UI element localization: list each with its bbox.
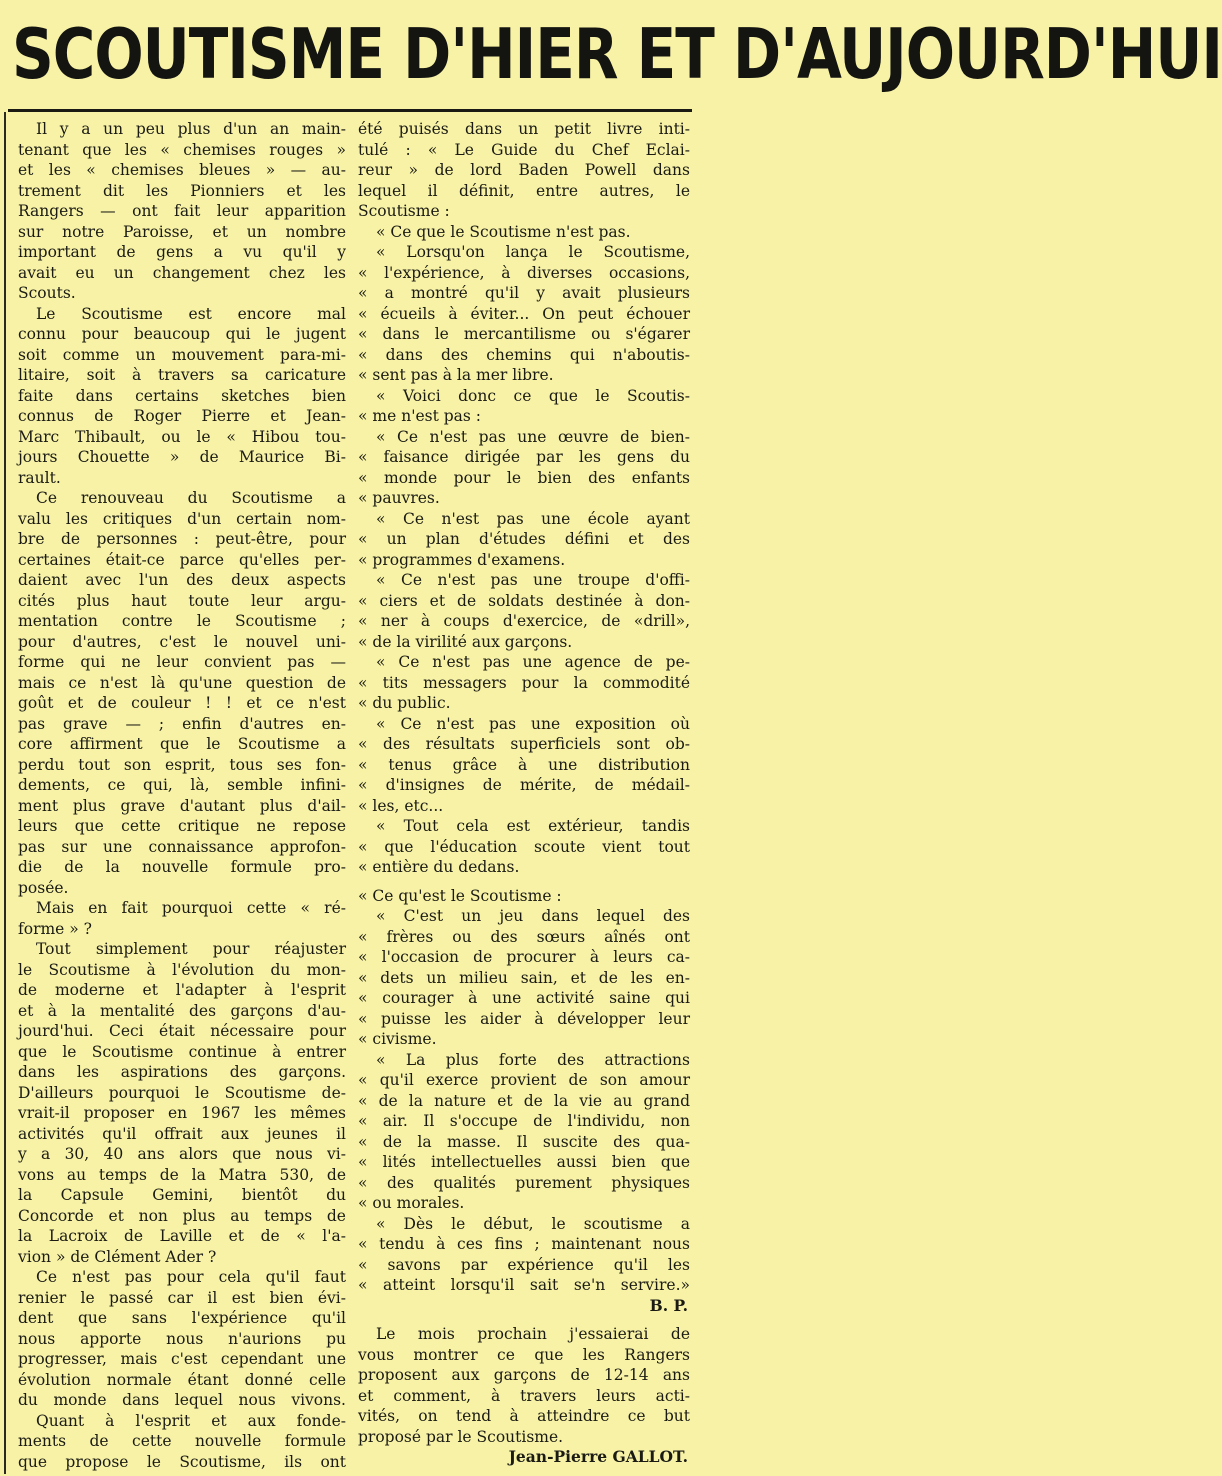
text-line: Scoutisme : [358,202,450,220]
text-line: le Scoutisme à l'évolution du mon- [18,960,346,979]
text-line: la Capsule Gemini, bientôt du [18,1186,346,1204]
text-line: mentation contre le Scoutisme ; [18,612,346,630]
text-line: connu pour beaucoup qui le jugent [18,325,346,343]
title-rule [8,109,692,112]
text-line: « de la nature et de la vie au grand [358,1091,690,1110]
text-line: « dets un milieu sain, et de les en- [358,968,690,987]
text-line: « les, etc... [358,796,444,815]
text-line: Ce renouveau du Scoutisme a [36,489,346,507]
text-line: soit comme un mouvement para-mi- [18,345,346,364]
text-line: dent que sans l'expérience qu'il [18,1309,346,1327]
text-line: « a montré qu'il y avait plusieurs [358,284,690,302]
text-line: Tout simplement pour réajuster [36,940,346,958]
text-line: la Lacroix de Laville et de « l'a- [18,1227,346,1245]
text-line: « ner à coups d'exercice, de «drill», [358,612,690,630]
text-line: et comment, à travers leurs acti- [358,1386,690,1405]
text-line: Marc Thibault, ou le « Hibou tou- [18,427,346,446]
text-line: « me n'est pas : [358,407,482,425]
text-line: pas sur une connaissance approfon- [18,837,346,856]
text-line: « Ce n'est pas une exposition où [376,714,690,733]
text-line: progresser, mais c'est cependant une [18,1350,346,1368]
text-line: connus de Roger Pierre et Jean- [18,407,346,425]
text-line: vités, on tend à atteindre ce but [358,1407,690,1425]
text-line: mais ce n'est là qu'une question de [18,673,346,692]
text-line: « l'occasion de procurer à leurs ca- [358,948,690,966]
text-line: « monde pour le bien des enfants [358,468,690,487]
text-line: « Tout cela est extérieur, tandis [376,817,690,835]
text-line: « courager à une activité saine qui [358,989,690,1007]
text-line: « tits messagers pour la commodité [358,673,690,692]
right-column [358,119,690,1468]
text-line: vion » de Clément Ader ? [18,1247,217,1266]
text-line: renier le passé car il est bien évi- [18,1288,346,1307]
text-line: « dans le mercantilisme ou s'égarer [358,325,690,343]
text-line: « Ce n'est pas une troupe d'offi- [376,571,690,589]
text-line: « La plus forte des attractions [376,1050,690,1069]
text-line: jourd'hui. Ceci était nécessaire pour [18,1022,346,1040]
text-line: valu les critiques d'un certain nom- [18,509,346,528]
text-line: D'ailleurs pourquoi le Scoutisme de- [18,1083,346,1102]
text-line: die de la nouvelle formule pro- [18,858,346,876]
text-line: lequel il définit, entre autres, le [358,181,690,200]
text-line: reur » de lord Baden Powell dans [358,161,690,179]
text-line: tulé : « Le Guide du Chef Eclai- [358,140,690,159]
text-line: leurs que cette critique ne repose [18,817,346,835]
text-line: Ce n'est pas pour cela qu'il faut [36,1268,346,1286]
text-line: du monde dans lequel nous vivons. [18,1391,346,1409]
text-line: « ciers et de soldats destinée à don- [358,591,690,610]
text-line: y a 30, 40 ans alors que nous vi- [18,1145,346,1163]
text-line: « tenus grâce à une distribution [358,755,690,774]
text-line: litaire, soit à travers sa caricature [18,366,346,384]
text-line: Rangers — ont fait leur apparition [18,202,346,220]
text-line: activités qu'il offrait aux jeunes il [18,1124,346,1143]
text-line: « de la virilité aux garçons. [358,632,573,651]
text-line: dans les aspirations des garçons. [18,1063,346,1081]
text-line: Quant à l'esprit et aux fonde- [36,1411,346,1430]
text-line: vons au temps de la Matra 530, de [18,1165,346,1184]
text-line: cités plus haut toute leur argu- [18,591,346,610]
text-line: « Ce n'est pas une agence de pe- [376,653,690,671]
text-line: posée. [18,878,69,897]
text-line: forme » ? [18,919,92,938]
text-line: ments de cette nouvelle formule [18,1432,346,1450]
text-line: de moderne et l'adapter à l'esprit [18,981,346,999]
text-line: faite dans certains sketches bien [18,386,346,405]
text-line: forme qui ne leur convient pas — [18,653,346,671]
text-line: avait eu un changement chez les [18,263,346,282]
text-line: « lités intellectuelles aussi bien que [358,1153,690,1171]
text-line: « que l'éducation scoute vient tout [358,837,690,856]
text-line: « Dès le début, le scoutisme a [376,1214,690,1233]
paragraph-gap [358,878,690,886]
text-line: « Ce n'est pas une école ayant [376,509,690,528]
text-line: « civisme. [358,1030,437,1048]
text-line: « puisse les aider à développer leur [358,1009,690,1028]
text-line: trement dit les Pionniers et les [18,181,346,200]
text-line: Jean-Pierre GALLOT. [508,1447,688,1466]
text-line: « Voici donc ce que le Scoutis- [376,386,690,405]
text-line: Concorde et non plus au temps de [18,1206,346,1225]
text-line: tenant que les « chemises rouges » [18,140,346,159]
text-line: important de gens a vu qu'il y [18,243,346,261]
text-line: ment plus grave d'autant plus d'ail- [18,796,346,815]
text-line: « pauvres. [358,489,440,507]
text-line: « de la masse. Il suscite des qua- [358,1132,690,1151]
column-edge-rule [4,112,6,1474]
text-line: « Ce qu'est le Scoutisme : [358,886,562,905]
text-line: que le Scoutisme continue à entrer [18,1042,346,1061]
text-line: nous apporte nous n'aurions pu [18,1329,346,1348]
text-line: « qu'il exerce provient de son amour [358,1071,690,1089]
text-line: « faisance dirigée par les gens du [358,448,690,466]
text-line: « air. Il s'occupe de l'individu, non [358,1112,690,1130]
text-line: Le mois prochain j'essaierai de [376,1325,690,1343]
text-line: « du public. [358,694,451,712]
text-line: dements, ce qui, là, semble infini- [18,776,346,794]
text-line: « entière du dedans. [358,858,520,876]
text-line: vrait-il proposer en 1967 les mêmes [18,1104,346,1122]
text-line: « C'est un jeu dans lequel des [376,907,690,925]
text-line: Il y a un peu plus d'un an main- [36,120,346,138]
text-line: « l'expérience, à diverses occasions, [358,263,690,282]
text-line: et les « chemises bleues » — au- [18,161,346,179]
text-line: « des qualités purement physiques [358,1173,690,1192]
article-title: SCOUTISME D'HIER ET D'AUJOURD'HUI [12,13,1222,95]
text-line: été puisés dans un petit livre inti- [358,120,690,138]
text-line: « écueils à éviter... On peut échouer [358,304,690,323]
text-line: « atteint lorsqu'il sait se'n servire.» [358,1276,690,1294]
text-line: et à la mentalité des garçons d'au- [18,1001,346,1020]
text-line: que propose le Scoutisme, ils ont [18,1452,346,1471]
text-line: proposé par le Scoutisme. [358,1427,564,1446]
text-line: core affirment que le Scoutisme a [18,735,346,753]
text-line: sur notre Paroisse, et un nombre [18,222,346,241]
text-line: « Ce que le Scoutisme n'est pas. [376,222,631,241]
text-line: B. P. [649,1295,688,1315]
text-line: certaines était-ce parce qu'elles per- [18,550,346,569]
text-line: rault. [18,468,61,487]
text-line: « Lorsqu'on lança le Scoutisme, [376,243,690,261]
text-line: pas grave — ; enfin d'autres en- [18,714,346,733]
text-line: goût et de couleur ! ! et ce n'est [18,694,346,712]
text-line: « savons par expérience qu'il les [358,1255,690,1274]
text-line: « ou morales. [358,1194,465,1212]
text-line: perdu tout son esprit, tous ses fon- [18,755,346,774]
text-line: daient avec l'un des deux aspects [18,571,346,589]
text-line: Le Scoutisme est encore mal [36,304,346,323]
text-line: jours Chouette » de Maurice Bi- [18,448,346,466]
text-line: Scouts. [18,284,76,302]
text-line: bre de personnes : peut-être, pour [18,530,346,548]
text-line: « Ce n'est pas une œuvre de bien- [376,427,690,446]
text-line: vous montrer ce que les Rangers [358,1345,690,1364]
text-line: « tendu à ces fins ; maintenant nous [358,1235,690,1253]
left-column [18,119,346,1472]
text-line: « frères ou des sœurs aînés ont [358,927,690,946]
text-line: « des résultats superficiels sont ob- [358,735,690,753]
text-line: « dans des chemins qui n'aboutis- [358,345,690,364]
text-line: évolution normale étant donné celle [18,1370,346,1389]
text-line: pour d'autres, c'est le nouvel uni- [18,632,346,651]
paragraph-gap [358,1316,690,1324]
text-line: proposent aux garçons de 12-14 ans [358,1366,690,1384]
text-line: Mais en fait pourquoi cette « ré- [36,899,346,917]
text-line: « d'insignes de mérite, de médail- [358,776,690,794]
text-line: « un plan d'études défini et des [358,530,690,548]
text-line: « sent pas à la mer libre. [358,366,554,384]
text-line: « programmes d'examens. [358,550,566,569]
